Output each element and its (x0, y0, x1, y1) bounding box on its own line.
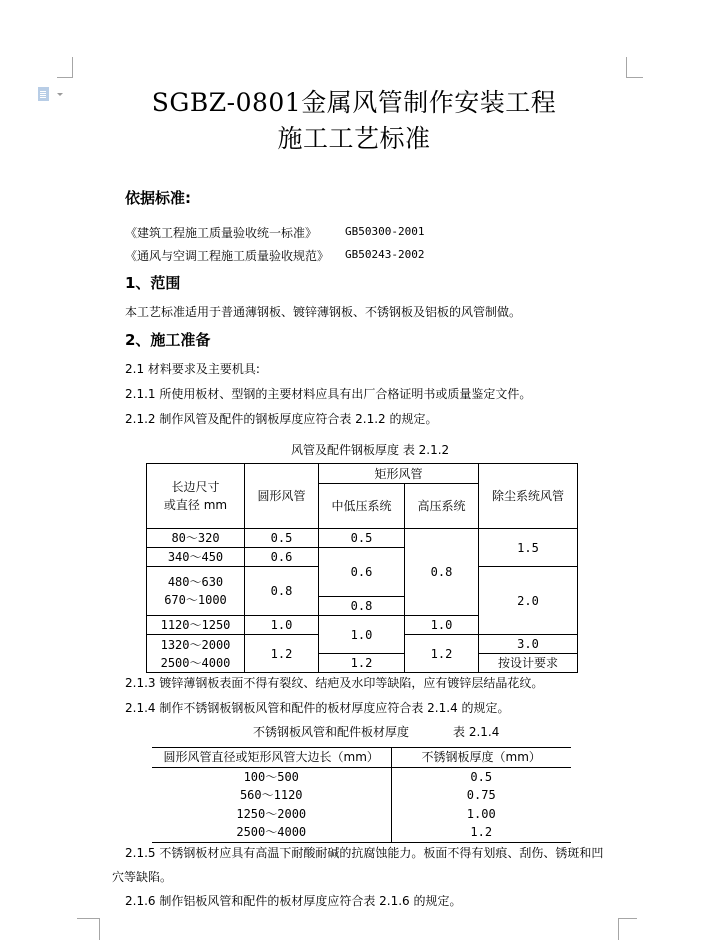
document-title-line2: 施工工艺标准 (277, 124, 431, 153)
low-mid-cell: 0.8 (319, 597, 405, 616)
high-cell: 1.2 (405, 635, 479, 673)
high-cell: 1.0 (405, 616, 479, 635)
dust-cell: 3.0 (479, 635, 578, 654)
size-cell: 340～450 (147, 548, 245, 567)
paragraph-2-1-6: 2.1.6 制作铝板风管和配件的板材厚度应符合表 2.1.6 的规定。 (125, 894, 462, 908)
dust-cell: 1.5 (479, 529, 578, 567)
document-title-line1: SGBZ-0801金属风管制作安装工程 (151, 88, 557, 117)
page-corner-mark-bottom-left (77, 918, 100, 940)
standard-code: GB50300-2001 (345, 225, 425, 238)
dimension-cell: 560～1120 (152, 786, 391, 805)
round-cell: 0.6 (245, 548, 319, 567)
table2-caption-number: 表 2.1.4 (453, 725, 500, 739)
size-cell: 1120～1250 (147, 616, 245, 635)
table2-caption: 不锈钢板风管和配件板材厚度 (253, 725, 410, 739)
section1-text: 本工艺标准适用于普通薄钢板、镀锌薄钢板、不锈钢板及铝板的风管制做。 (125, 305, 522, 319)
header-rect: 矩形风管 (319, 464, 479, 484)
thickness-cell: 0.75 (466, 788, 496, 803)
round-cell: 1.2 (245, 635, 319, 673)
low-mid-cell: 0.6 (319, 548, 405, 597)
header-low-mid: 中低压系统 (319, 484, 405, 529)
page-corner-mark-bottom-right (618, 918, 637, 940)
standard-name: 《建筑工程施工质量验收统一标准》 (125, 226, 318, 240)
header-dust: 除尘系统风管 (479, 464, 578, 529)
thickness-cell: 1.2 (391, 823, 571, 842)
dimension-cell: 100～500 (152, 767, 391, 786)
round-cell: 0.5 (245, 529, 319, 548)
high-cell: 0.8 (405, 529, 479, 616)
section1-heading: 1、范围 (125, 274, 181, 292)
size-cell: 80～320 (147, 529, 245, 548)
page-corner-mark-top-right (626, 57, 643, 78)
paragraph-2-1-5: 2.1.5 不锈钢板材应具有高温下耐酸耐碱的抗腐蚀能力。板面不得有划痕、刮伤、锈斑和凹 (125, 846, 604, 860)
header-round: 圆形风管 (245, 464, 319, 529)
stainless-thickness-table (152, 747, 571, 843)
page-corner-mark-top-left (57, 57, 73, 78)
header-size: 长边尺寸 或直径 mm (147, 464, 245, 529)
table1-caption: 风管及配件钢板厚度 表 2.1.2 (291, 443, 450, 457)
paragraph-2-1-3: 2.1.3 镀锌薄钢板表面不得有裂纹、结疤及水印等缺陷，应有镀锌层结晶花纹。 (125, 676, 544, 690)
header-high: 高压系统 (405, 484, 479, 529)
standard-name: 《通风与空调工程施工质量验收规范》 (125, 249, 330, 263)
paragraph-2-1-2: 2.1.2 制作风管及配件的钢板厚度应符合表 2.1.2 的规定。 (125, 412, 438, 426)
size-cell: 480～630 670～1000 (147, 567, 245, 616)
dimension-cell: 1250～2000 (152, 805, 391, 824)
paragraph-2-1-5-continued: 穴等缺陷。 (112, 870, 173, 884)
size-cell: 1320～2000 2500～4000 (147, 635, 245, 673)
paragraph-2-1-1: 2.1.1 所使用板材、型钢的主要材料应具有出厂合格证明书或质量鉴定文件。 (125, 387, 532, 401)
low-mid-cell: 0.5 (319, 529, 405, 548)
header-thickness: 不锈钢板厚度（mm） (391, 748, 571, 768)
dust-cell: 按设计要求 (479, 654, 578, 673)
header-dimension: 圆形风管直径或矩形风管大边长（mm） (152, 748, 391, 768)
section2-heading: 2、施工准备 (125, 331, 211, 349)
standard-item (125, 224, 425, 241)
dimension-cell: 2500～4000 (152, 823, 391, 842)
thickness-cell: 0.5 (470, 769, 493, 784)
basis-heading: 依据标准: (125, 189, 191, 207)
thickness-cell: 1.00 (466, 806, 496, 821)
round-cell: 1.0 (245, 616, 319, 635)
low-mid-cell: 1.0 (319, 616, 405, 654)
paragraph-2-1-4: 2.1.4 制作不锈钢板钢板风管和配件的板材厚度应符合表 2.1.4 的规定。 (125, 701, 510, 715)
standard-item (125, 247, 425, 264)
dust-cell: 2.0 (479, 567, 578, 635)
round-cell: 0.8 (245, 567, 319, 616)
steel-thickness-table (146, 463, 578, 673)
low-mid-cell: 1.2 (319, 654, 405, 673)
paragraph-2-1: 2.1 材料要求及主要机具: (125, 362, 260, 376)
standard-code: GB50243-2002 (345, 248, 425, 261)
